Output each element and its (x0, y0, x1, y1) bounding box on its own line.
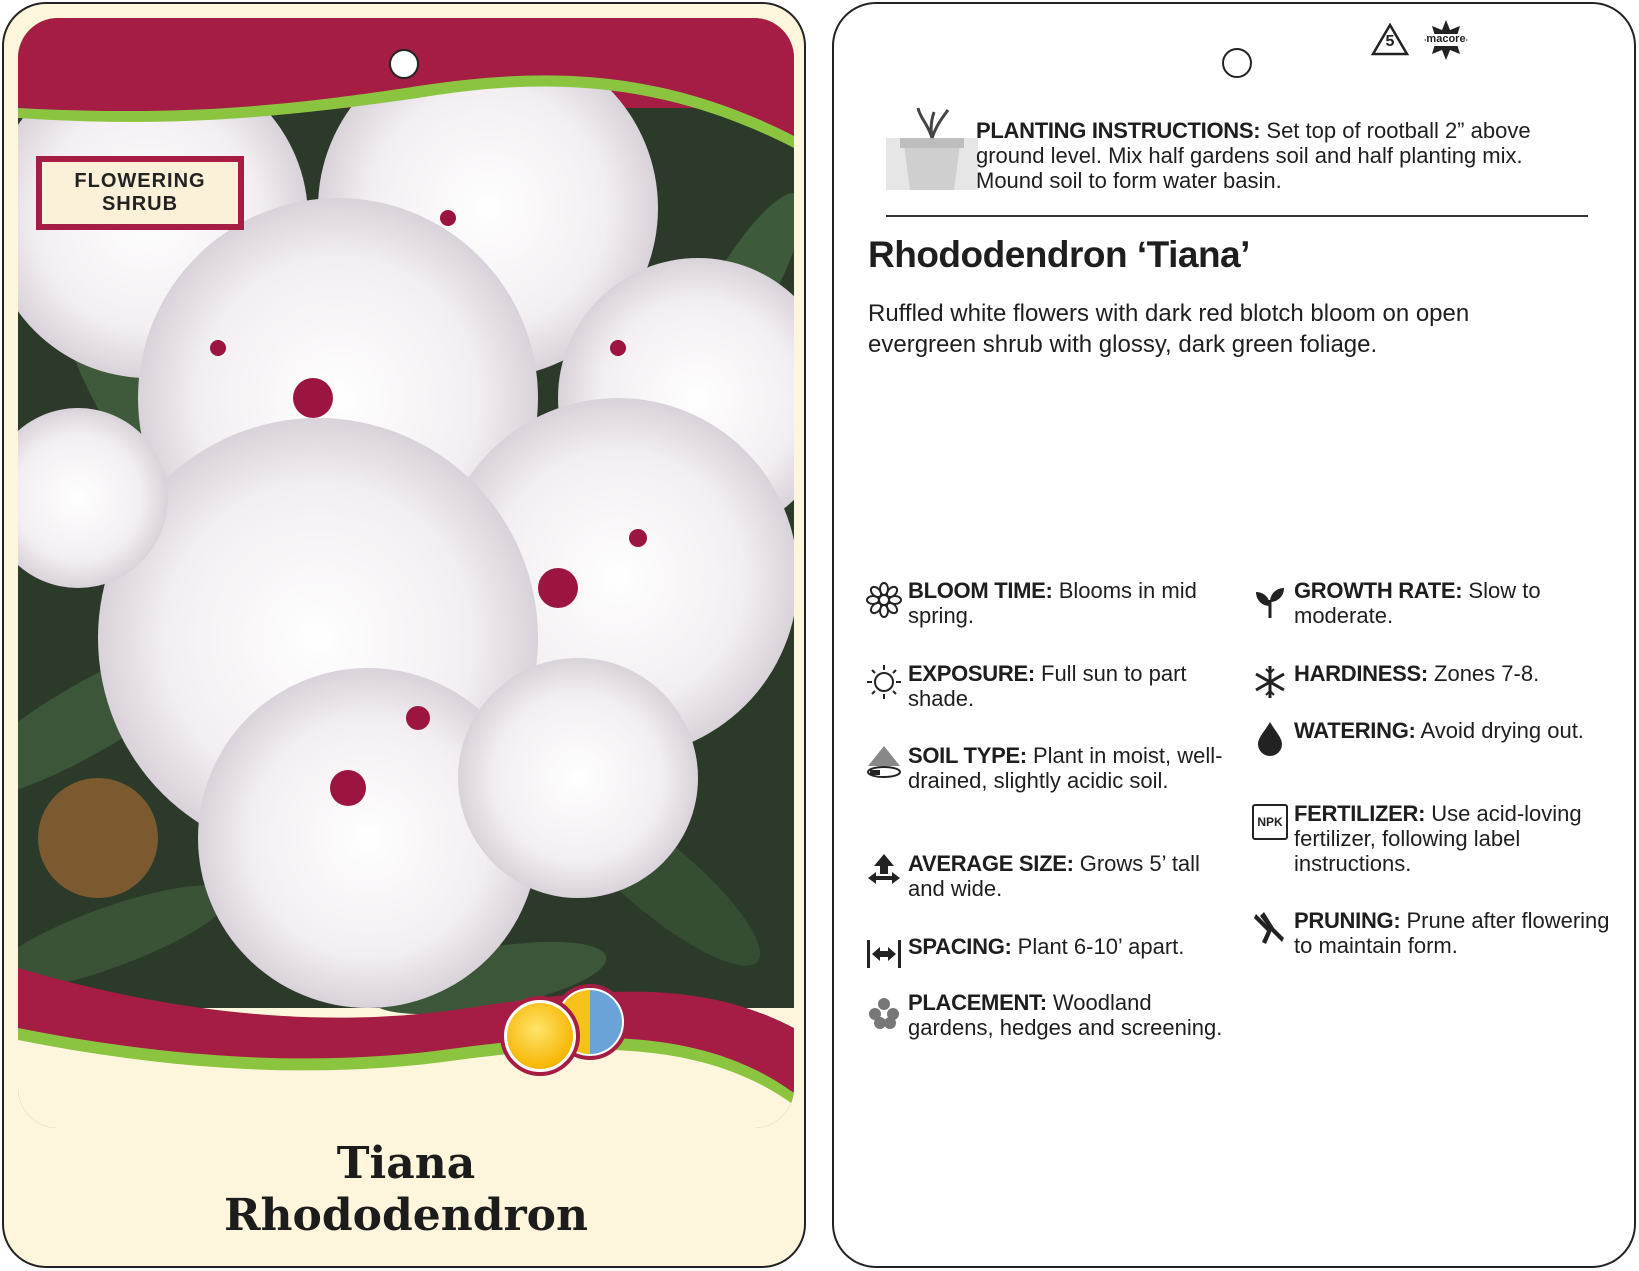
plant-description: Ruffled white flowers with dark red blotch bloom on open evergreen shrub with glossy, dark green foliage. (868, 300, 1470, 358)
care-label: SOIL TYPE: (908, 743, 1027, 768)
placement-icon (866, 996, 902, 1032)
care-text: Prune after flowering to maintain form. (1294, 908, 1610, 958)
sun-icon (866, 664, 902, 700)
npk-icon (1252, 804, 1288, 840)
flower-icon (866, 582, 902, 618)
recycle-icon (1370, 22, 1410, 58)
care-label: SPACING: (908, 934, 1012, 959)
brand-name: macore (1426, 33, 1466, 45)
care-text: Woodland gardens, hedges and screening. (908, 990, 1223, 1040)
hang-hole (1222, 48, 1252, 78)
care-label: BLOOM TIME: (908, 578, 1053, 603)
plant-title: Rhododendron ‘Tiana’ (868, 234, 1250, 275)
recycle-number: 5 (1385, 33, 1395, 50)
care-text: Use acid-loving fertilizer, following label instructions. (1294, 801, 1582, 876)
care-label: HARDINESS: (1294, 661, 1428, 686)
care-text: Full sun to part shade. (908, 661, 1187, 711)
care-text: Zones 7-8. (1427, 661, 1540, 686)
care-label: PLACEMENT: (908, 990, 1047, 1015)
brand-logo (1420, 18, 1472, 62)
planting-label: PLANTING INSTRUCTIONS: (976, 118, 1261, 143)
snowflake-icon (1252, 664, 1288, 700)
category-badge (36, 156, 244, 230)
care-text: Plant 6-10’ apart. (1011, 934, 1185, 959)
size-icon (866, 852, 902, 888)
pruners-icon (1252, 910, 1288, 946)
care-label: GROWTH RATE: (1294, 578, 1463, 603)
care-label: PRUNING: (1294, 908, 1401, 933)
care-label: EXPOSURE: (908, 661, 1035, 686)
divider (886, 215, 1588, 217)
water-drop-icon (1252, 720, 1288, 756)
soil-icon (866, 744, 902, 780)
npk-icon-text: NPK (1257, 815, 1283, 829)
planting-text: Set top of rootball 2” above ground level. Mix half gardens soil and half planting mix. Mound soil to form water basin. (976, 118, 1531, 193)
front-title-line-1: Tiana (336, 1138, 476, 1189)
category-line-2: SHRUB (101, 193, 179, 215)
care-text: Avoid drying out. (1415, 718, 1584, 743)
growth-icon (1252, 584, 1288, 620)
care-label: WATERING: (1294, 718, 1416, 743)
front-title-line-2: Rhododendron (223, 1190, 589, 1241)
planting-instructions (976, 118, 1576, 193)
full-sun-icon (502, 998, 578, 1074)
care-label: AVERAGE SIZE: (908, 851, 1074, 876)
planting-pot-icon (884, 104, 980, 192)
care-label: FERTILIZER: (1294, 801, 1426, 826)
exposure-icons (498, 982, 638, 1078)
category-line-1: FLOWERING (74, 170, 206, 192)
care-text: Blooms in mid spring. (908, 578, 1197, 628)
care-text: Slow to moderate. (1294, 578, 1541, 628)
care-text: Plant in moist, well-drained, slightly acidic soil. (908, 743, 1223, 793)
care-text: Grows 5’ tall and wide. (908, 851, 1200, 901)
spacing-icon (866, 936, 902, 972)
hang-hole (389, 49, 419, 79)
front-tag (2, 2, 806, 1268)
